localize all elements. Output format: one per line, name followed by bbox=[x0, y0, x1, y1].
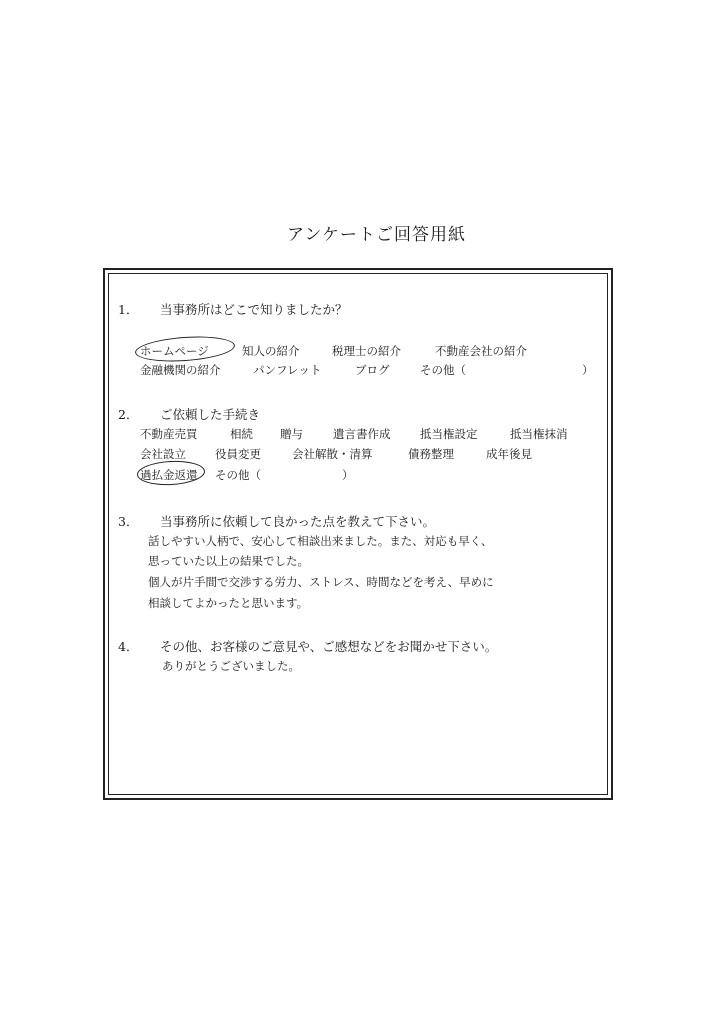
q3-question: 当事務所に依頼して良かった点を教えて下さい。 bbox=[160, 514, 436, 529]
q2-option-will[interactable]: 遺言書作成 bbox=[333, 427, 391, 441]
q2-option-other-close: ） bbox=[342, 468, 354, 482]
q2-number: 2． bbox=[118, 407, 139, 422]
q1-option-tax-accountant[interactable]: 税理士の紹介 bbox=[332, 344, 401, 358]
q1-option-acquaintance[interactable]: 知人の紹介 bbox=[242, 344, 300, 358]
q1-option-financial[interactable]: 金融機関の紹介 bbox=[140, 363, 221, 377]
q4-number: 4． bbox=[118, 639, 139, 654]
q2-option-dissolution[interactable]: 会社解散・清算 bbox=[292, 447, 373, 461]
q3-answer-line: 話しやすい人柄で、安心して相談出来ました。また、対応も早く、 bbox=[148, 534, 493, 548]
q1-option-other[interactable]: その他（ bbox=[420, 363, 466, 377]
q2-option-inheritance[interactable]: 相続 bbox=[230, 427, 253, 441]
q1-option-blog[interactable]: ブログ bbox=[355, 363, 390, 377]
q1-option-homepage[interactable]: ホームページ bbox=[140, 344, 209, 358]
q1-option-real-estate[interactable]: 不動産会社の紹介 bbox=[435, 344, 527, 358]
page-title: アンケートご回答用紙 bbox=[287, 225, 466, 245]
q2-option-other[interactable]: その他（ bbox=[215, 468, 261, 482]
q1-number: 1． bbox=[118, 302, 139, 317]
q2-option-mortgage-cancel[interactable]: 抵当権抹消 bbox=[510, 427, 568, 441]
q1-question: 当事務所はどこで知りましたか？ bbox=[160, 302, 348, 317]
q3-answer-line: 個人が片手間で交渉する労力、ストレス、時間などを考え、早めに bbox=[148, 575, 494, 589]
q2-option-debt[interactable]: 債務整理 bbox=[408, 447, 454, 461]
q4-question: その他、お客様のご意見や、ご感想などをお聞かせ下さい。 bbox=[160, 639, 498, 654]
q2-option-company-setup[interactable]: 会社設立 bbox=[140, 447, 186, 461]
q2-option-gift[interactable]: 贈与 bbox=[280, 427, 303, 441]
q3-number: 3． bbox=[118, 514, 139, 529]
q1-option-other-close: ） bbox=[582, 363, 594, 377]
q3-answer-line: 思っていた以上の結果でした。 bbox=[148, 554, 309, 568]
q2-option-real-estate-sale[interactable]: 不動産売買 bbox=[140, 427, 198, 441]
q2-option-mortgage-setup[interactable]: 抵当権設定 bbox=[420, 427, 478, 441]
q2-option-guardianship[interactable]: 成年後見 bbox=[486, 447, 532, 461]
q3-answer-line: 相談してよかったと思います。 bbox=[148, 596, 309, 610]
q2-option-officer-change[interactable]: 役員変更 bbox=[215, 447, 261, 461]
q1-option-pamphlet[interactable]: パンフレット bbox=[253, 363, 322, 377]
q2-question: ご依頼した手続き bbox=[160, 407, 261, 422]
q2-option-overpayment[interactable]: 過払金返還 bbox=[140, 468, 198, 482]
q4-answer-line: ありがとうございました。 bbox=[162, 659, 300, 673]
